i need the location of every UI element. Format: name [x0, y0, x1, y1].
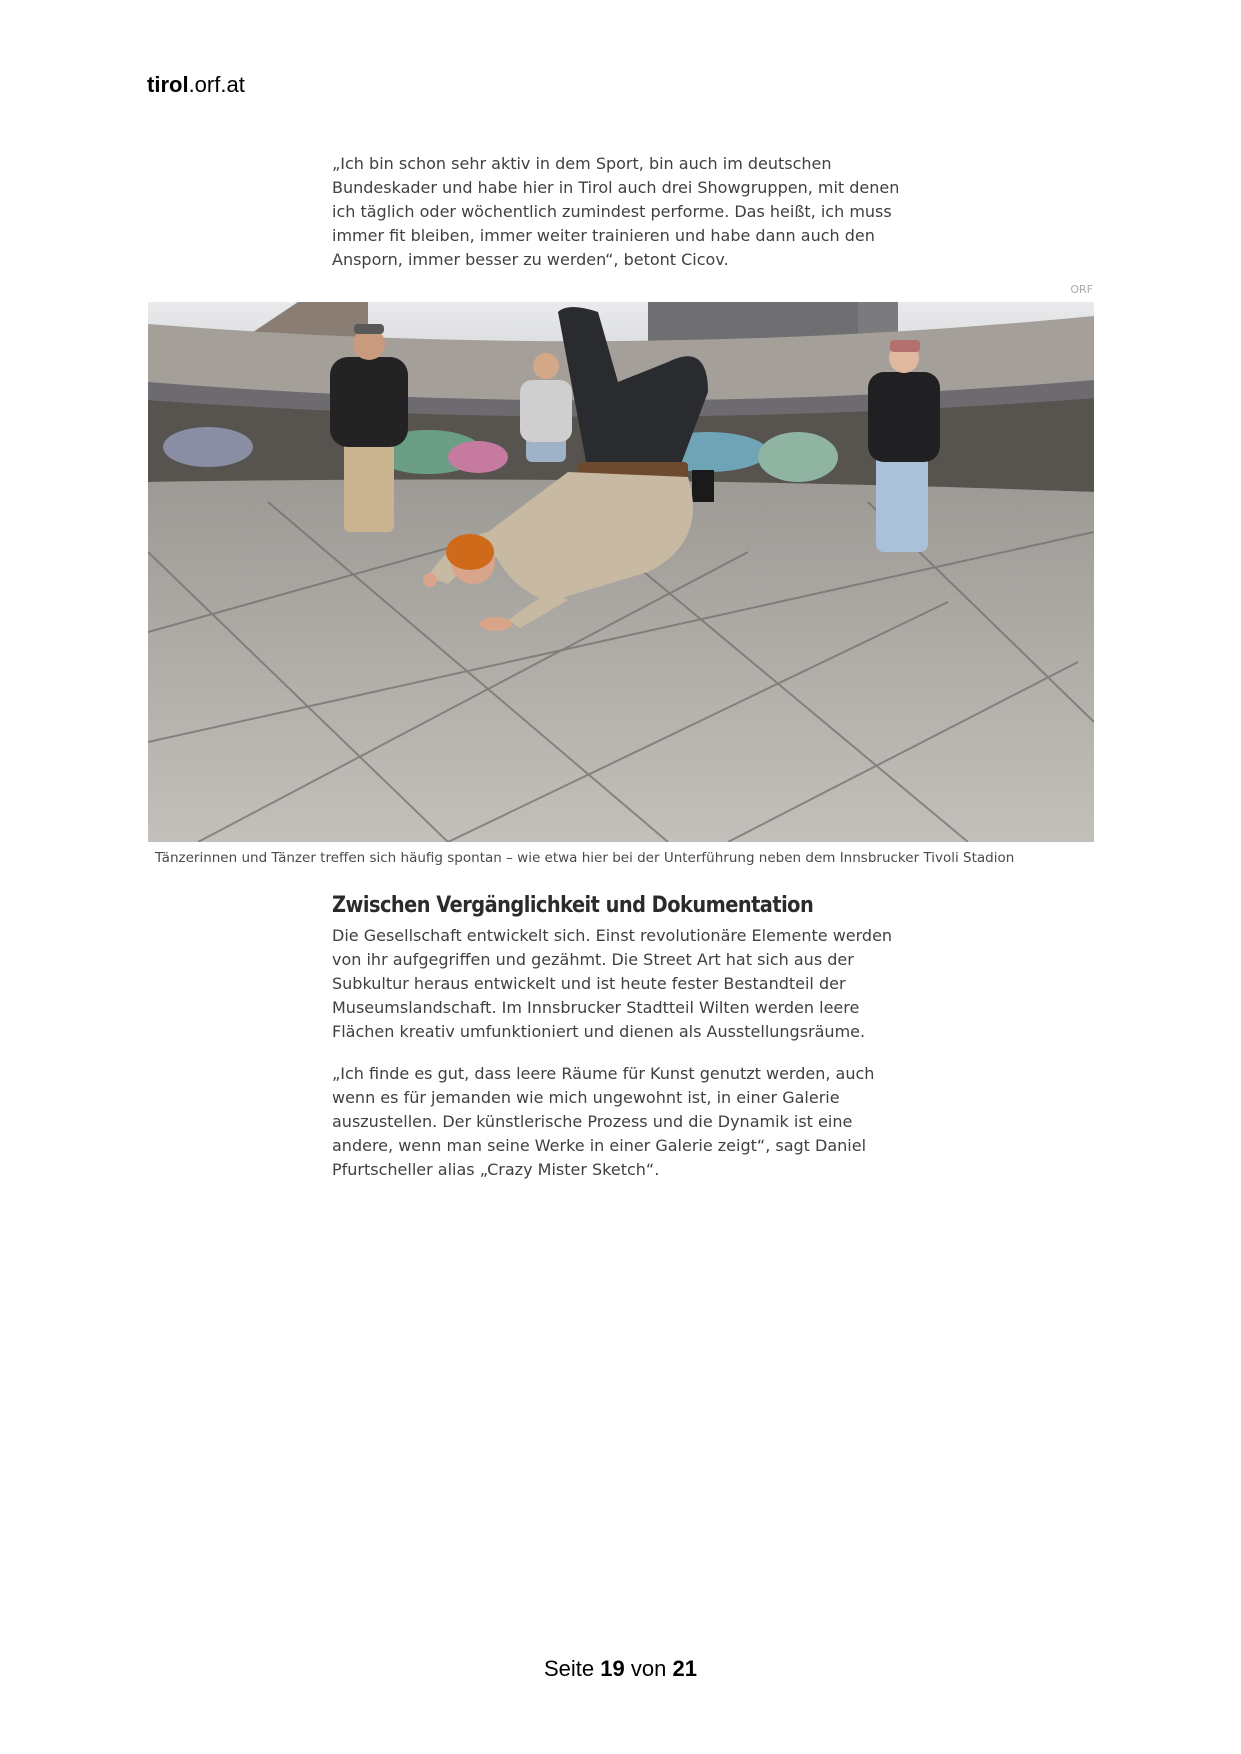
current-page-number: 19 [600, 1656, 625, 1681]
text-line: „Ich finde es gut, dass leere Räume für Kunst genutzt werden, auch [332, 1064, 875, 1083]
text-line: andere, wenn man seine Werke in einer Galerie zeigt“, sagt Daniel [332, 1136, 867, 1155]
text-line: „Ich bin schon sehr aktiv in dem Sport, bin auch im deutschen [332, 154, 832, 173]
total-pages-number: 21 [672, 1656, 697, 1681]
photo-credit: ORF [1070, 283, 1093, 296]
text-line: Flächen kreativ umfunktioniert und dienen als Ausstellungsräume. [332, 1022, 866, 1041]
text-line: ich täglich oder wöchentlich zumindest performe. Das heißt, ich muss [332, 202, 892, 221]
text-line: auszustellen. Der künstlerische Prozess und die Dynamik ist eine [332, 1112, 853, 1131]
text-line: wenn es für jemanden wie mich ungewohnt ist, in einer Galerie [332, 1088, 840, 1107]
site-name-domain: .orf.at [188, 72, 245, 97]
quote-paragraph-cicov [332, 152, 907, 272]
page-number-footer [0, 1656, 1241, 1682]
page-of-label: von [630, 1656, 667, 1681]
section-heading: Zwischen Vergänglichkeit und Dokumentation [332, 893, 814, 918]
text-line: Museumslandschaft. Im Innsbrucker Stadtteil Wilten werden leere [332, 998, 860, 1017]
quote-paragraph-body [332, 152, 907, 272]
section-vergaenglichkeit [332, 893, 907, 1182]
site-name-bold: tirol [147, 72, 189, 97]
site-header [147, 72, 245, 98]
photo-illustration [148, 302, 1094, 842]
text-line: Bundeskader und habe hier in Tirol auch drei Showgruppen, mit denen [332, 178, 900, 197]
text-line: von ihr aufgegriffen und gezähmt. Die Street Art hat sich aus der [332, 950, 854, 969]
text-line: Die Gesellschaft entwickelt sich. Einst revolutionäre Elemente werden [332, 926, 893, 945]
page-label: Seite [544, 1656, 595, 1681]
section-paragraph-1 [332, 924, 907, 1044]
photo-caption: Tänzerinnen und Tänzer treffen sich häufig spontan – wie etwa hier bei der Unterführung neben dem Innsbrucker Tivoli Stadion [155, 850, 1015, 866]
text-line: Subkultur heraus entwickelt und ist heute fester Bestandteil der [332, 974, 846, 993]
text-line: immer fit bleiben, immer weiter trainieren und habe dann auch den [332, 226, 875, 245]
text-line: Ansporn, immer besser zu werden“, betont Cicov. [332, 250, 729, 269]
article-photo-breakdancer [148, 302, 1094, 842]
text-line: Pfurtscheller alias „Crazy Mister Sketch“. [332, 1160, 660, 1179]
section-paragraph-2 [332, 1062, 907, 1182]
